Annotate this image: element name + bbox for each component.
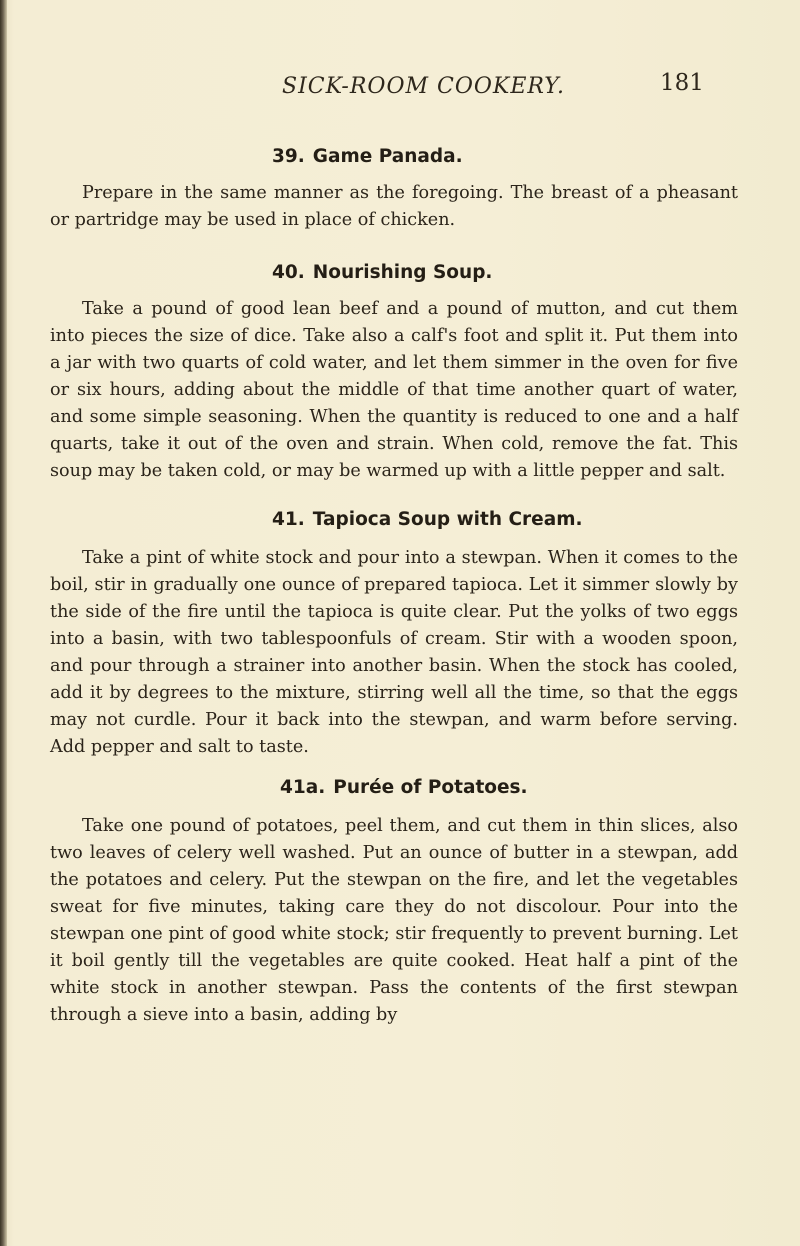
recipe-title (50, 773, 738, 803)
recipe-title (50, 142, 738, 172)
recipe-41 (50, 505, 738, 761)
recipe-text: Take one pound of potatoes, peel them, and cut them in thin slices, also two leaves of celery well washed. Put an ounce of butter in a stewpan, add the potatoes and celery. Put the stewpan on the fire, and let the vegetables sweat for five minutes, taking care they do not discolour. Pour into the stewpan one pint of good white stock; stir frequently to prevent burning. Let it boil gently till the vegetables are quite cooked. Heat half a pint of the white stock in another stewpan. Pass the contents of the first stewpan through a sieve into a basin, adding by (50, 816, 738, 1025)
page-binding-edge (0, 0, 7, 1246)
recipe-number: 40. (272, 262, 305, 283)
recipe-39 (50, 142, 738, 234)
recipe-number: 39. (272, 146, 305, 167)
recipe-title (50, 258, 738, 288)
recipe-title-text: Nourishing Soup. (312, 262, 493, 283)
recipe-number: 41a. (280, 777, 326, 798)
recipe-40 (50, 258, 738, 485)
recipe-title-text: Purée of Potatoes. (333, 777, 528, 798)
recipe-text: Take a pint of white stock and pour into a stewpan. When it comes to the boil, stir in gradually one ounce of prepared tapioca. Let it simmer slowly by the side of the fire until the tapioca is quite clear. Put the yolks of two eggs into a basin, with two tablespoonfuls of cream. Stir with a wooden spoon, and pour through a strainer into another basin. When the stock has cooled, add it by degrees to the mixture, stirring well all the time, so that the eggs may not curdle. Pour it back into the stewpan, and warm before serving. Add pepper and salt to taste. (50, 548, 738, 757)
recipe-41a (50, 773, 738, 1029)
recipe-title-text: Game Panada. (312, 146, 463, 167)
page-number: 181 (660, 70, 704, 96)
recipe-title (50, 505, 738, 535)
page-header (0, 70, 800, 106)
recipe-number: 41. (272, 509, 305, 530)
running-head: SICK-ROOM COOKERY. (282, 74, 565, 99)
recipe-title-text: Tapioca Soup with Cream. (312, 509, 583, 530)
page-content (50, 142, 738, 1029)
recipe-text: Prepare in the same manner as the foregoing. The breast of a pheasant or partridge may be used in place of chicken. (50, 183, 738, 230)
recipe-text: Take a pound of good lean beef and a pound of mutton, and cut them into pieces the size of dice. Take also a calf's foot and split it. Put them into a jar with two quarts of cold water, and let them simmer in the oven for five or six hours, adding about the middle of that time another quart of water, and some simple seasoning. When the quantity is reduced to one and a half quarts, take it out of the oven and strain. When cold, remove the fat. This soup may be taken cold, or may be warmed up with a little pepper and salt. (50, 299, 738, 481)
